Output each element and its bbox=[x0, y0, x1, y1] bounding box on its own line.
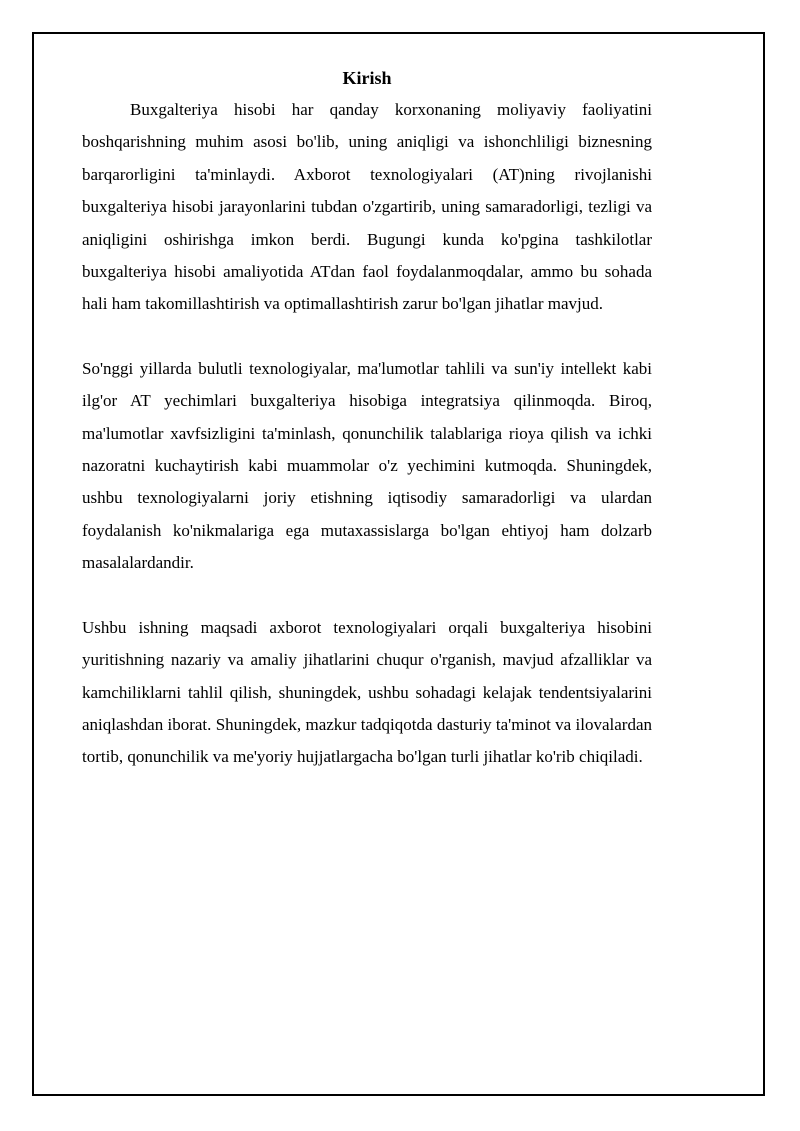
paragraph-purpose: Ushbu ishning maqsadi axborot texnologiyalari orqali buxgalteriya hisobini yuritishning nazariy va amaliy jihatlarini chuqur o'rganish, mavjud afzalliklar va kamchiliklarni tahlil qilish, shuningdek, ushbu sohadagi kelajak tendentsiyalarini aniqlashdan iborat. Shuningdek, mazkur tadqiqotda dasturiy ta'minot va ilovalardan tortib, qonunchilik va me'yoriy hujjatlargacha bo'lgan turli jihatlar ko'rib chiqiladi. bbox=[82, 617, 652, 767]
paragraph-gap bbox=[82, 580, 652, 612]
paragraph-intro: Buxgalteriya hisobi har qanday korxonaning moliyaviy faoliyatini boshqarishning muhim asosi bo'lib, uning aniqligi va ishonchliligi biznesning barqarorligini ta'minlaydi. Axborot texnologiyalari (AT)ning rivojlanishi buxgalteriya hisobi jarayonlarini tubdan o'zgartirib, uning samaradorligi, tezligi va aniqligini oshirishga imkon berdi. Bugungi kunda ko'pgina tashkilotlar buxgalteriya hisobi amaliyotida ATdan faol foydalanmoqdalar, ammo bu sohada hali ham takomillashtirish va optimallashtirish zarur bo'lgan jihatlar mavjud. bbox=[82, 100, 652, 314]
paragraph-gap bbox=[82, 321, 652, 353]
paragraph-challenges: So'nggi yillarda bulutli texnologiyalar, ma'lumotlar tahlili va sun'iy intellekt kabi ilg'or AT yechimlari buxgalteriya hisobiga integratsiya qilinmoqda. Biroq, ma'lumotlar xavfsizligini ta'minlash, qonunchilik talablariga rioya qilish va ichki nazoratni kuchaytirish kabi muammolar o'z yechimini kutmoqda. Shuningdek, ushbu texnologiyalarni joriy etishning iqtisodiy samaradorligi va ulardan foydalanish ko'nikmalariga ega mutaxassislarga bo'lgan ehtiyoj ham dolzarb masalalardandir. bbox=[82, 358, 652, 573]
document-body bbox=[82, 45, 652, 774]
document-title: Kirish bbox=[342, 68, 392, 88]
